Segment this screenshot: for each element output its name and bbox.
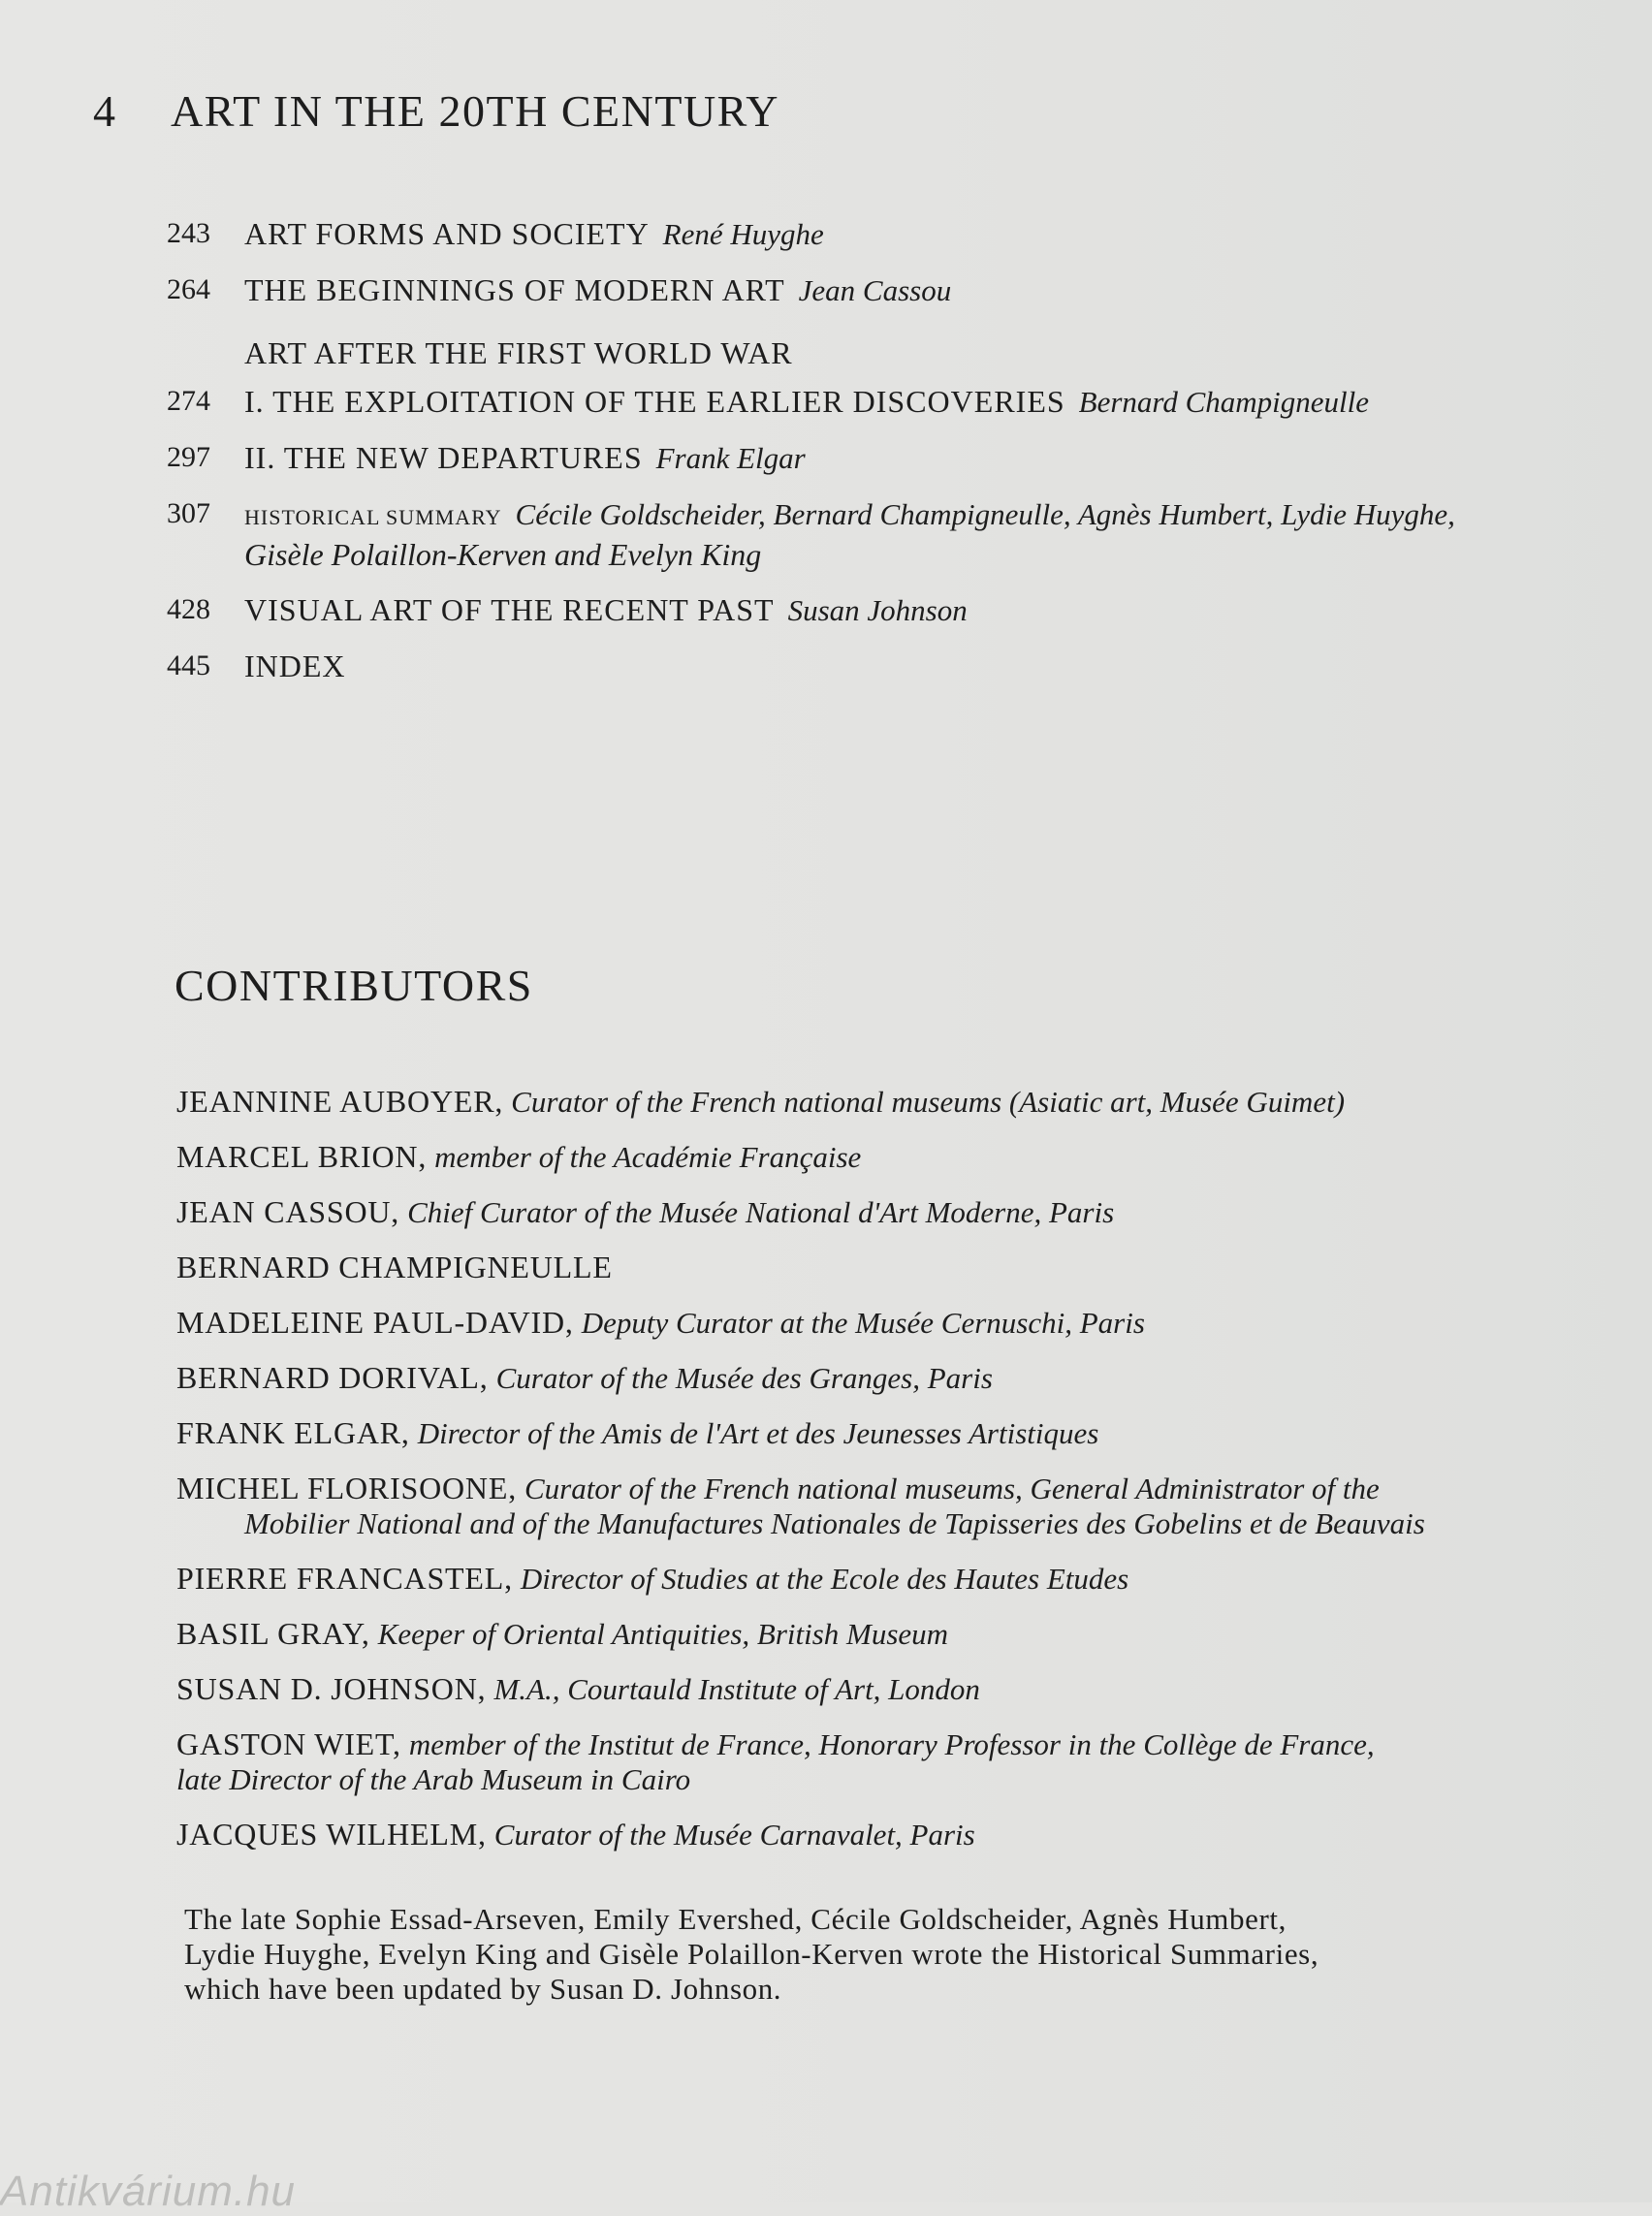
toc-title: HISTORICAL SUMMARY [244,505,502,529]
contributor-entry [176,1671,1553,1707]
toc-page-number: 428 [167,593,210,625]
contributor-description: Director of Studies at the Ecole des Hautes Etudes [520,1562,1129,1596]
contributor-description: Director of the Amis de l'Art et des Jeunesses Artistiques [417,1416,1099,1450]
page-header [93,85,779,137]
contributor-name: PIERRE FRANCASTEL, [176,1561,513,1596]
toc-entry [167,383,1524,421]
contributor-entry [176,1817,1553,1852]
contributor-entry [176,1616,1553,1652]
toc-entry [167,495,1524,573]
running-title: ART IN THE 20TH CENTURY [171,86,780,136]
contributor-name: BERNARD DORIVAL, [176,1360,489,1395]
toc-page-number: 264 [167,273,210,305]
toc-page-number: 243 [167,217,210,249]
toc-page-number: 297 [167,441,210,473]
toc-author: Bernard Champigneulle [1078,385,1369,419]
contributor-entry [176,1726,1553,1797]
toc-entry [167,271,1524,309]
contributor-name: JACQUES WILHELM, [176,1817,487,1852]
toc-title: INDEX [244,649,346,683]
contributor-description-continuation: late Director of the Arab Museum in Cairo [176,1762,691,1796]
contributor-name: MADELEINE PAUL-DAVID, [176,1305,574,1340]
toc-title: THE BEGINNINGS OF MODERN ART [244,272,785,307]
note-line: The late Sophie Essad-Arseven, Emily Evershed, Cécile Goldscheider, Agnès Humbert, [184,1902,1287,1936]
contributor-description: M.A., Courtauld Institute of Art, London [493,1672,980,1706]
contributor-entry [176,1415,1553,1451]
toc-section-heading [167,334,1524,371]
contributor-entry [176,1471,1553,1541]
toc-entry [167,215,1524,253]
contributor-description: Curator of the Musée Carnavalet, Paris [493,1818,975,1852]
toc-entry [167,439,1524,477]
note-line: which have been updated by Susan D. Johnson. [184,1972,782,2006]
contributor-description: Curator of the French national museums, General Administrator of the [524,1472,1380,1505]
toc-title: I. THE EXPLOITATION OF THE EARLIER DISCOVERIES [244,384,1065,419]
contributor-description: member of the Académie Française [434,1140,862,1174]
toc-author: Cécile Goldscheider, Bernard Champigneulle, Agnès Humbert, Lydie Huyghe, [515,497,1455,531]
contributor-description: Chief Curator of the Musée National d'Art Moderne, Paris [407,1195,1115,1229]
contributor-name: GASTON WIET, [176,1726,401,1761]
toc-page-number: 307 [167,497,210,529]
contributor-entry [176,1194,1553,1230]
toc-entry [167,648,1524,684]
contributors-list [176,1084,1553,1872]
toc-page-number: 274 [167,385,210,417]
toc-author-continuation: Gisèle Polaillon-Kerven and Evelyn King [244,537,762,572]
contributor-entry [176,1561,1553,1597]
contributor-description: Curator of the French national museums (Asiatic art, Musée Guimet) [511,1085,1346,1119]
note-line: Lydie Huyghe, Evelyn King and Gisèle Polaillon-Kerven wrote the Historical Summaries, [184,1937,1319,1971]
contributor-name: MICHEL FLORISOONE, [176,1471,517,1505]
contributor-description: Curator of the Musée des Granges, Paris [495,1361,993,1395]
contributor-name: JEANNINE AUBOYER, [176,1084,504,1119]
toc-page-number: 445 [167,649,210,681]
toc-author: René Huyghe [662,217,824,251]
toc-entry [167,591,1524,629]
historical-summaries-note [184,1902,1522,2007]
contributor-entry [176,1305,1553,1341]
toc-author: Susan Johnson [787,593,968,627]
contributor-description: Keeper of Oriental Antiquities, British Museum [377,1617,949,1651]
page-number: 4 [93,86,117,136]
contributor-name: SUSAN D. JOHNSON, [176,1671,487,1706]
contributor-description: member of the Institut de France, Honorary Professor in the Collège de France, [408,1727,1375,1761]
contributor-description: Deputy Curator at the Musée Cernuschi, Paris [581,1306,1145,1340]
contributors-heading: CONTRIBUTORS [175,961,533,1010]
contributor-name: BASIL GRAY, [176,1616,370,1651]
toc-title: ART AFTER THE FIRST WORLD WAR [244,335,793,370]
toc-title: VISUAL ART OF THE RECENT PAST [244,592,775,627]
table-of-contents [167,215,1524,703]
contributor-name: FRANK ELGAR, [176,1415,410,1450]
toc-title: ART FORMS AND SOCIETY [244,216,650,251]
contributor-entry [176,1139,1553,1175]
contributor-name: MARCEL BRION, [176,1139,428,1174]
contributor-name: BERNARD CHAMPIGNEULLE [176,1250,613,1284]
toc-author: Frank Elgar [655,441,806,475]
contributor-entry [176,1084,1553,1120]
contributor-entry [176,1360,1553,1396]
contributor-description-continuation: Mobilier National and of the Manufactures Nationales de Tapisseries des Gobelins et de Beauvais [244,1506,1425,1540]
toc-author: Jean Cassou [798,273,952,307]
contributor-entry [176,1250,1553,1285]
toc-title: II. THE NEW DEPARTURES [244,440,643,475]
watermark: Antikvárium.hu [0,2168,297,2215]
contributor-name: JEAN CASSOU, [176,1194,400,1229]
